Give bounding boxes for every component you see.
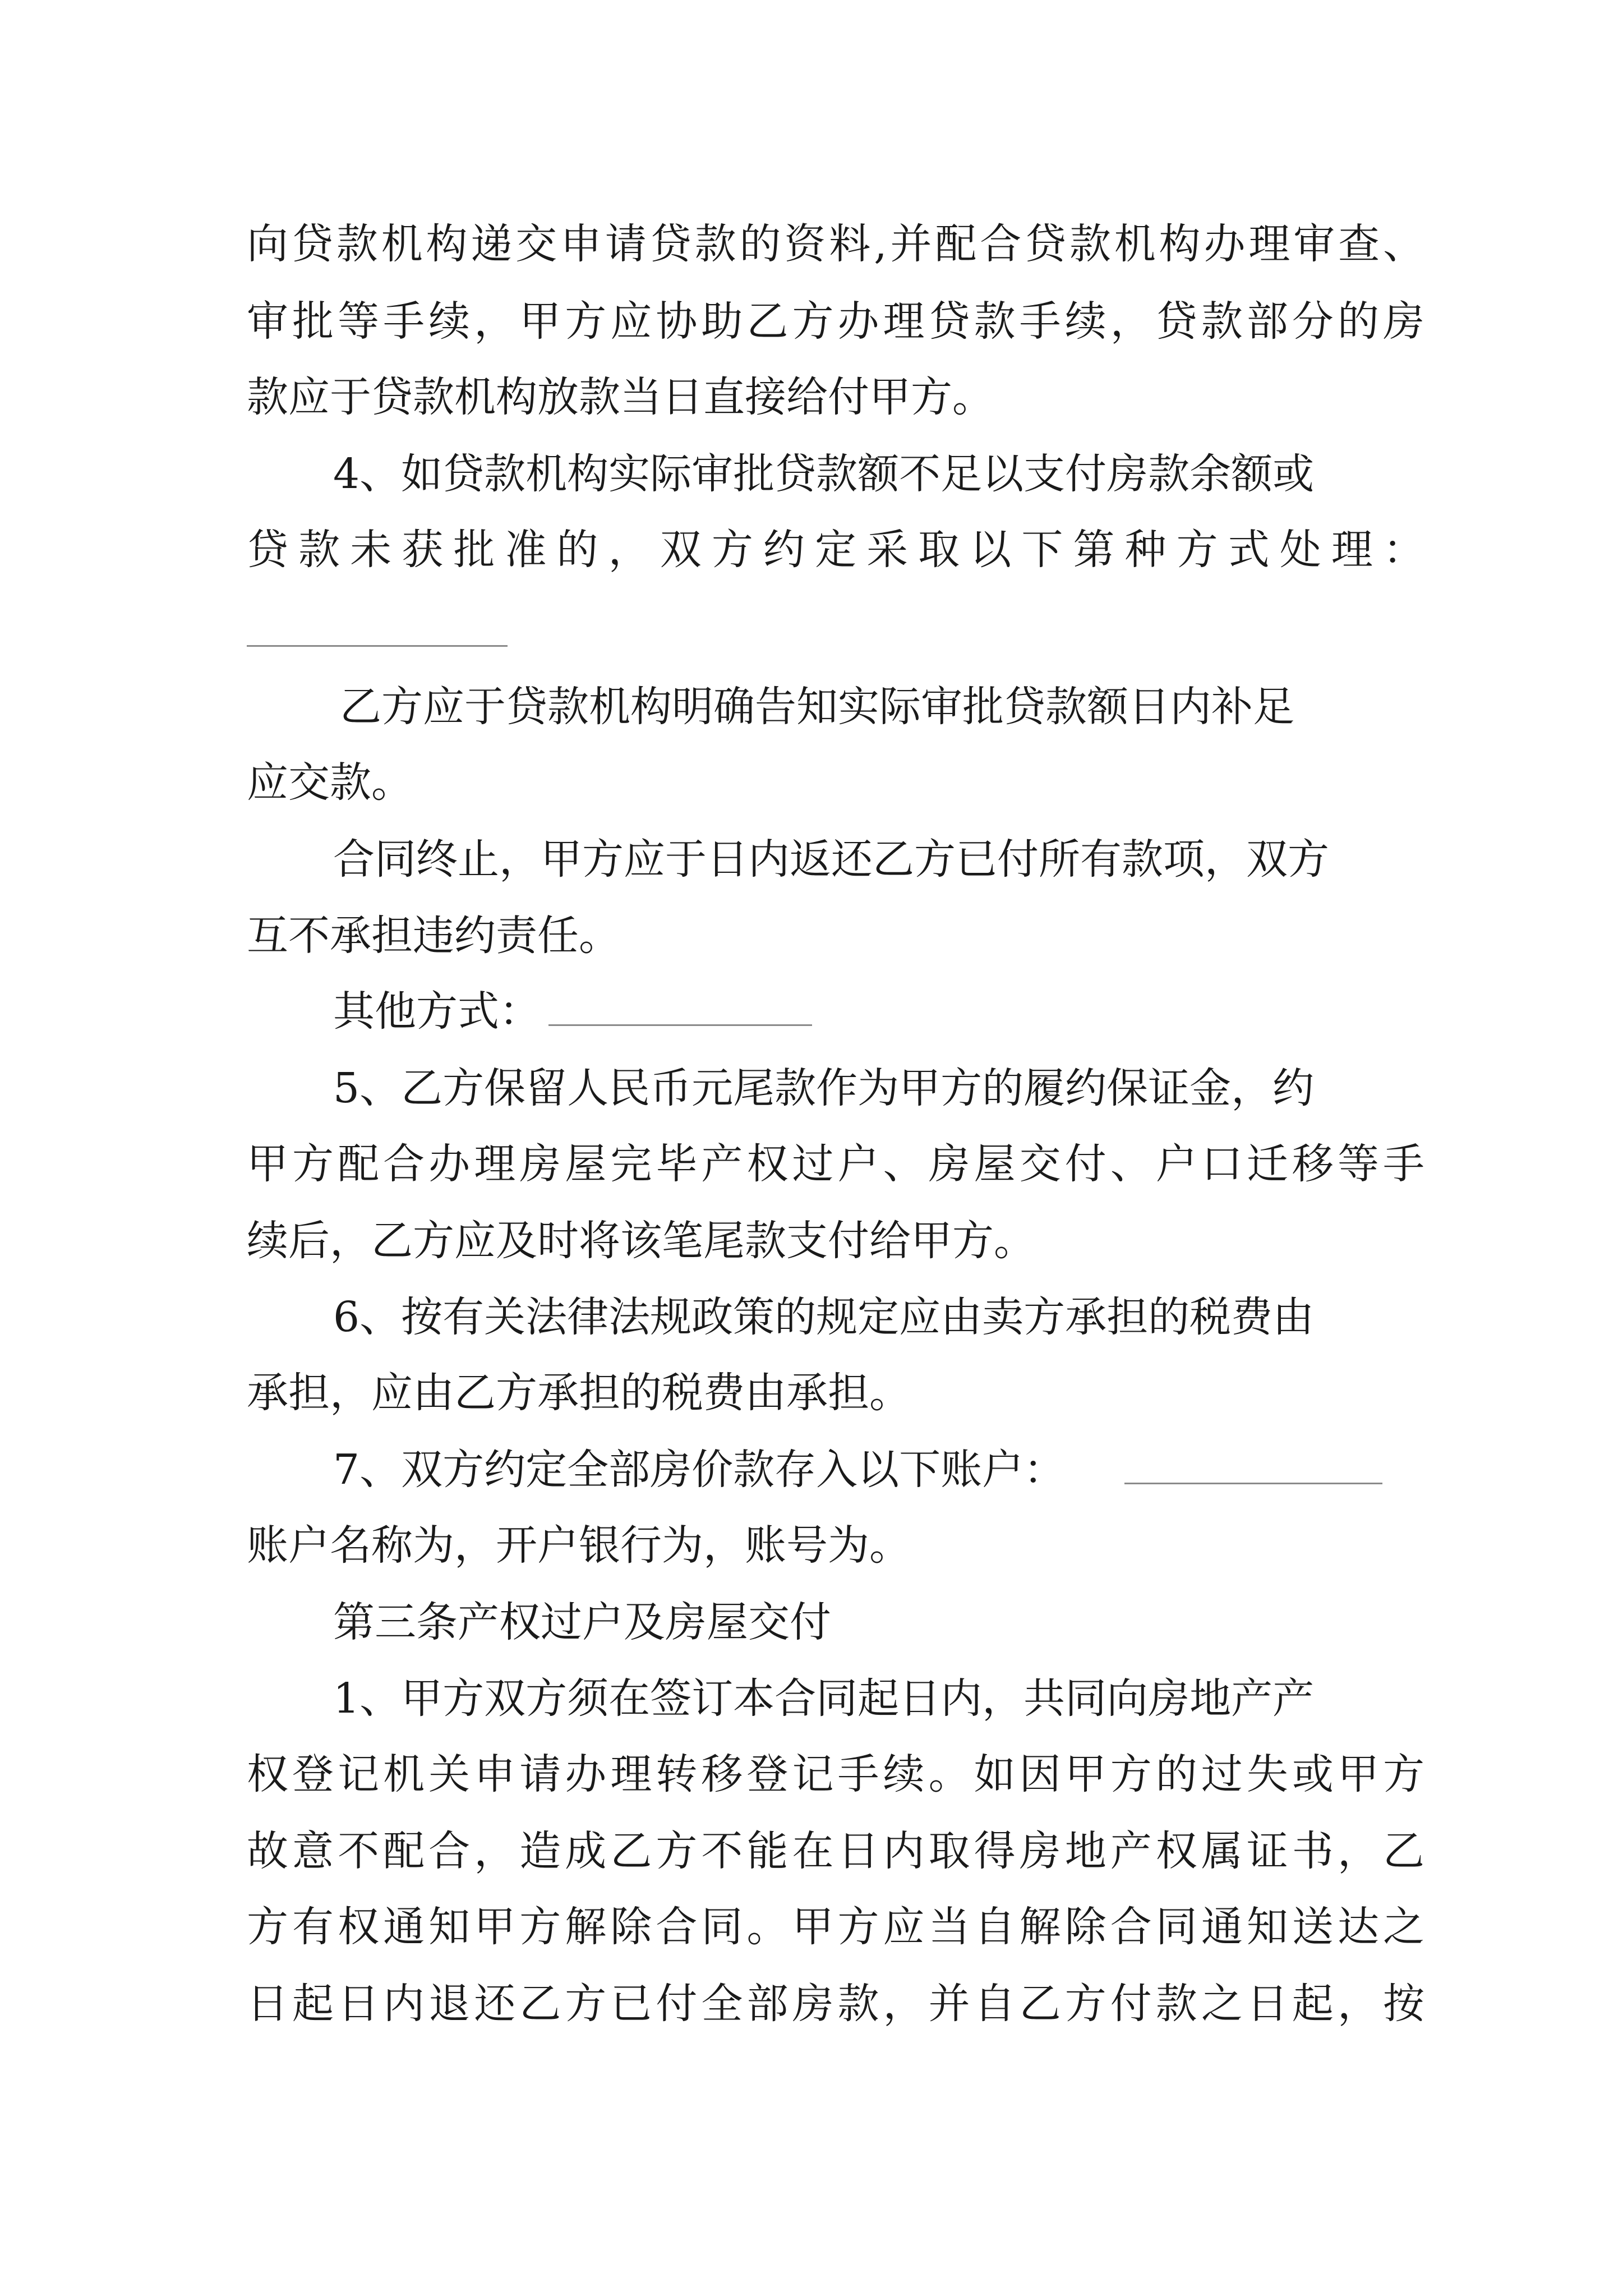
blank-underline xyxy=(1124,1483,1382,1484)
text-line: 账户名称为，开户银行为，账号为。 xyxy=(247,1521,911,1570)
text-line: 续后，乙方应及时将该笔尾款支付给甲方。 xyxy=(247,1217,1035,1265)
text-line: 应交款。 xyxy=(247,758,413,807)
text-line: 5、乙方保留人民币元尾款作为甲方的履约保证金，约 xyxy=(333,1064,1315,1112)
text-line: 合同终止，甲方应于日内返还乙方已付所有款项，双方 xyxy=(333,835,1329,884)
text-line: 6、按有关法律法规政策的规定应由卖方承担的税费由 xyxy=(333,1293,1315,1341)
text-line: 贷款未获批准的，双方约定采取以下第种方式处理： xyxy=(247,526,1424,574)
text-line: 方有权通知甲方解除合同。甲方应当自解除合同通知送达之 xyxy=(247,1903,1424,1951)
blank-underline xyxy=(247,645,508,647)
text-line: 故意不配合，造成乙方不能在日内取得房地产权属证书，乙 xyxy=(247,1827,1424,1875)
text-line: 互不承担违约责任。 xyxy=(247,912,620,960)
text-line: 乙方应于贷款机构明确告知实际审批贷款额日内补足 xyxy=(340,683,1294,731)
text-line: 向贷款机构递交申请贷款的资料,并配合贷款机构办理审查、 xyxy=(247,220,1424,268)
text-line: 7、双方约定全部房价款存入以下账户： xyxy=(333,1446,1066,1494)
text-line: 权登记机关申请办理转移登记手续。如因甲方的过失或甲方 xyxy=(247,1750,1424,1798)
blank-underline xyxy=(548,1024,812,1026)
text-line: 承担，应由乙方承担的税费由承担。 xyxy=(247,1369,911,1417)
text-line: 其他方式： xyxy=(333,987,541,1036)
section-heading: 第三条产权过户及房屋交付 xyxy=(333,1598,831,1646)
text-line: 4、如贷款机构实际审批贷款额不足以支付房款余额或 xyxy=(333,450,1315,498)
text-line: 1、甲方双方须在签订本合同起日内，共同向房地产产 xyxy=(333,1674,1315,1723)
text-line: 款应于贷款机构放款当日直接给付甲方。 xyxy=(247,373,994,421)
text-line: 审批等手续，甲方应协助乙方办理贷款手续，贷款部分的房 xyxy=(247,297,1424,346)
text-line: 甲方配合办理房屋完毕产权过户、房屋交付、户口迁移等手 xyxy=(247,1140,1424,1188)
text-line: 日起日内退还乙方已付全部房款，并自乙方付款之日起，按 xyxy=(247,1980,1424,2028)
